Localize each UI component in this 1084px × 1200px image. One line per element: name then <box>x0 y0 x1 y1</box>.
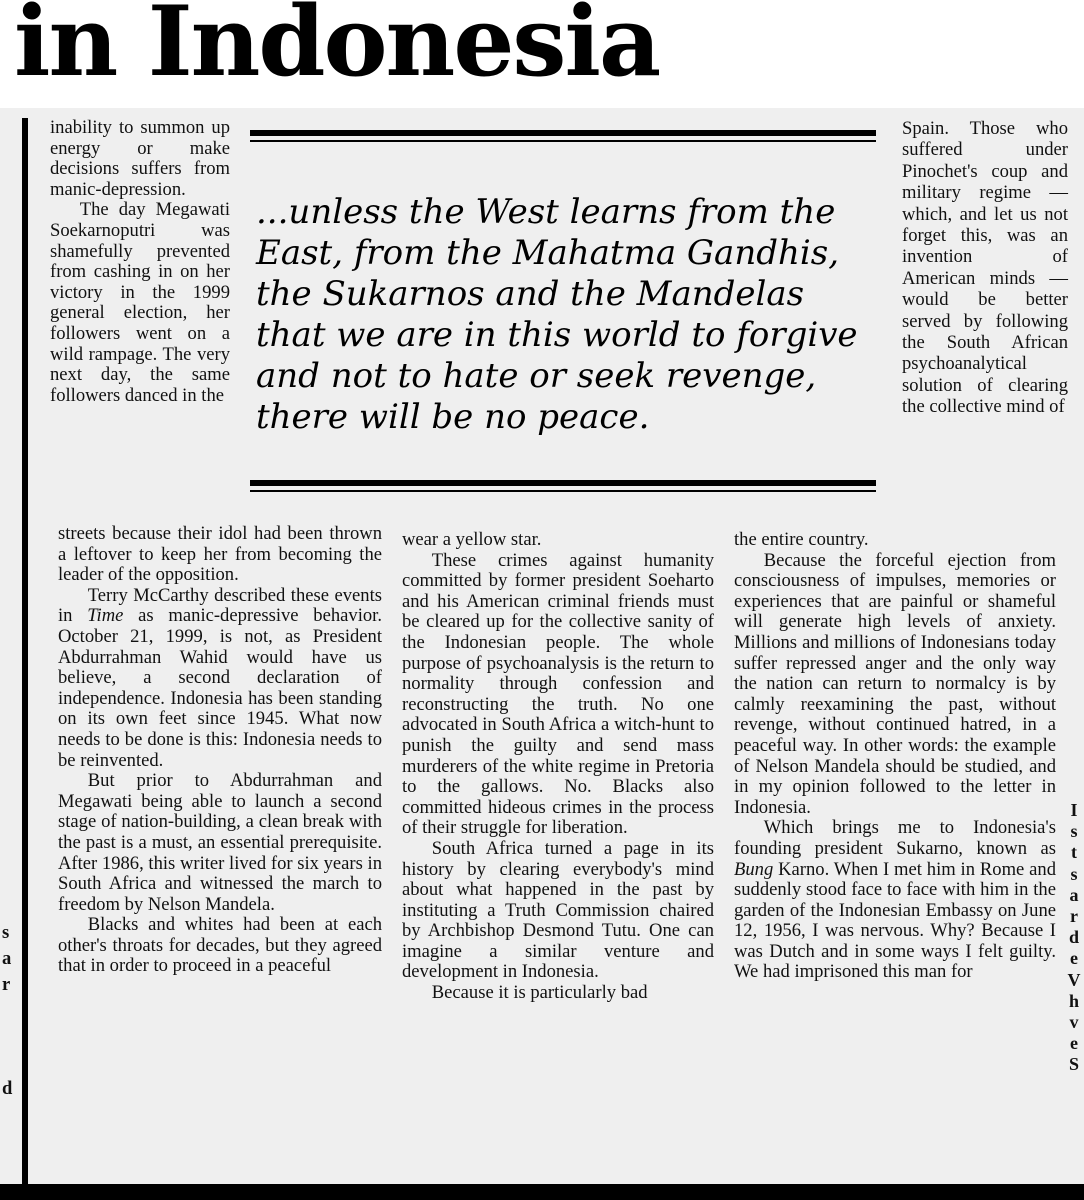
left-edge-fragment: r <box>2 974 11 995</box>
right-edge-fragment: V <box>1067 969 1081 990</box>
page-bottom-edge <box>0 1184 1084 1200</box>
paragraph: These crimes against humanity committed by former president Soeharto and his American criminal friends must be cleared up for the collective sanity of the Indonesian people. The whole purpose of psychoanalysis is the return to normality through confession and reconstructing the truth. No one advocated in South Africa a witch-hunt to punish the guilty and send mass murderers of the white regime in Pretoria to the gallows. No. Blacks also committed hideous crimes in the process of their struggle for liberation. <box>402 549 714 839</box>
column-3-wide <box>734 530 1056 983</box>
pull-quote-box <box>250 122 876 504</box>
pull-quote: ...unless the West learns from the East, from the Mahatma Gandhis, the Sukarnos and the Mandelas that we are in this world to forgive and not to hate or seek revenge, there will be no peace. <box>256 192 858 437</box>
paragraph <box>734 818 1056 983</box>
left-edge-fragments <box>2 920 16 1102</box>
text-run: Karno. When I met him in Rome and suddenly stood face to face with him in the garden of the Indonesian Embassy on June 12, 1956, I was nervous. Why? Because I was Dutch and in some ways I felt guilty. We had imprisoned this man for <box>734 858 1056 983</box>
paragraph: the entire country. <box>734 529 869 550</box>
quote-rule-top <box>250 130 876 136</box>
right-edge-fragment: I <box>1070 800 1078 820</box>
magazine-title: Time <box>87 605 124 627</box>
column-1-wide <box>58 524 382 977</box>
left-edge-fragment: s <box>2 922 10 943</box>
left-edge-fragment: a <box>2 948 12 969</box>
left-edge-fragment: d <box>2 1078 13 1099</box>
paragraph: South Africa turned a page in its history by clearing everybody's mind about what happened in the past by instituting a Truth Commission chaired by Archbishop Desmond Tutu. One can imagine a similar venture and development in Indonesia. <box>402 837 714 983</box>
paragraph: Spain. Those who suffered under Pinochet's coup and military regime — which, and let us not forget this, was an invention of American minds — would be better served by following the South African psychoanalytical solution of clearing the collective mind of <box>902 118 1068 418</box>
column-1-narrow <box>50 118 230 406</box>
right-edge-fragment: v <box>1069 1011 1079 1032</box>
paragraph: The day Megawati Soekarnoputri was shamefully prevented from cashing in on her victory in the 1999 general election, her followers went on a wild rampage. The very next day, the same followers danced in the <box>50 199 230 406</box>
paragraph <box>58 586 382 771</box>
text-run: Terry McCarthy described these events in <box>58 584 382 627</box>
right-edge-fragment: s <box>1070 821 1078 842</box>
headline: in Indonesia <box>14 0 660 98</box>
paragraph: streets because their idol had been thrown a leftover to keep her from becoming the leader of the opposition. <box>58 523 382 586</box>
right-edge-fragment: s <box>1070 863 1078 884</box>
right-edge-fragment: h <box>1068 990 1079 1011</box>
right-edge-fragment: t <box>1071 842 1077 863</box>
nickname: Bung <box>734 858 774 880</box>
paragraph: Blacks and whites had been at each other's throats for decades, but they agreed that in order to proceed in a peaceful <box>58 914 382 977</box>
right-edge-fragments <box>1064 800 1084 1075</box>
text-run: Which brings me to Indonesia's founding president Sukarno, known as <box>734 817 1056 859</box>
paragraph: Because the forceful ejection from consciousness of impulses, memories or experiences that are painful or shameful will generate high levels of anxiety. Millions and millions of Indonesians today suffer repressed anger and the only way the nation can return to normalcy is by calmly reexamining the past, without revenge, without continued hatred, in a peaceful way. In other words: the example of Nelson Mandela should be studied, and in my opinion followed to the letter in Indonesia. <box>734 549 1056 818</box>
quote-rule-top-thin <box>250 140 876 142</box>
column-3-narrow <box>902 118 1068 418</box>
right-edge-fragment: r <box>1070 905 1078 926</box>
paragraph: wear a yellow star. <box>402 529 542 550</box>
right-edge-fragment: e <box>1070 1033 1078 1054</box>
paragraph: Because it is particularly bad <box>431 982 648 1004</box>
right-edge-fragment: a <box>1069 884 1079 905</box>
quote-rule-bottom <box>250 480 876 486</box>
column-rule-left <box>22 118 28 1184</box>
column-2 <box>402 530 714 1004</box>
text-run: as manic-depressive behavior. October 21, 1999, is not, as President Abdurrahman Wahid would have us believe, a second declaration of independence. Indonesia has been standing on its own feet since 1945. What now needs to be done is this: Indonesia needs to be reinvented. <box>58 605 382 771</box>
paragraph: inability to summon up energy or make decisions suffers from manic-depression. <box>50 117 230 200</box>
quote-rule-bottom-thin <box>250 490 876 492</box>
paragraph: But prior to Abdurrahman and Megawati being able to launch a second stage of nation-building, a clean break with the past is a must, an essential prerequisite. After 1986, this writer lived for six years in South Africa and witnessed the march to freedom by Nelson Mandela. <box>58 770 382 915</box>
right-edge-fragment: e <box>1070 948 1078 969</box>
right-edge-fragment: S <box>1068 1054 1079 1075</box>
right-edge-fragment: d <box>1068 927 1079 948</box>
